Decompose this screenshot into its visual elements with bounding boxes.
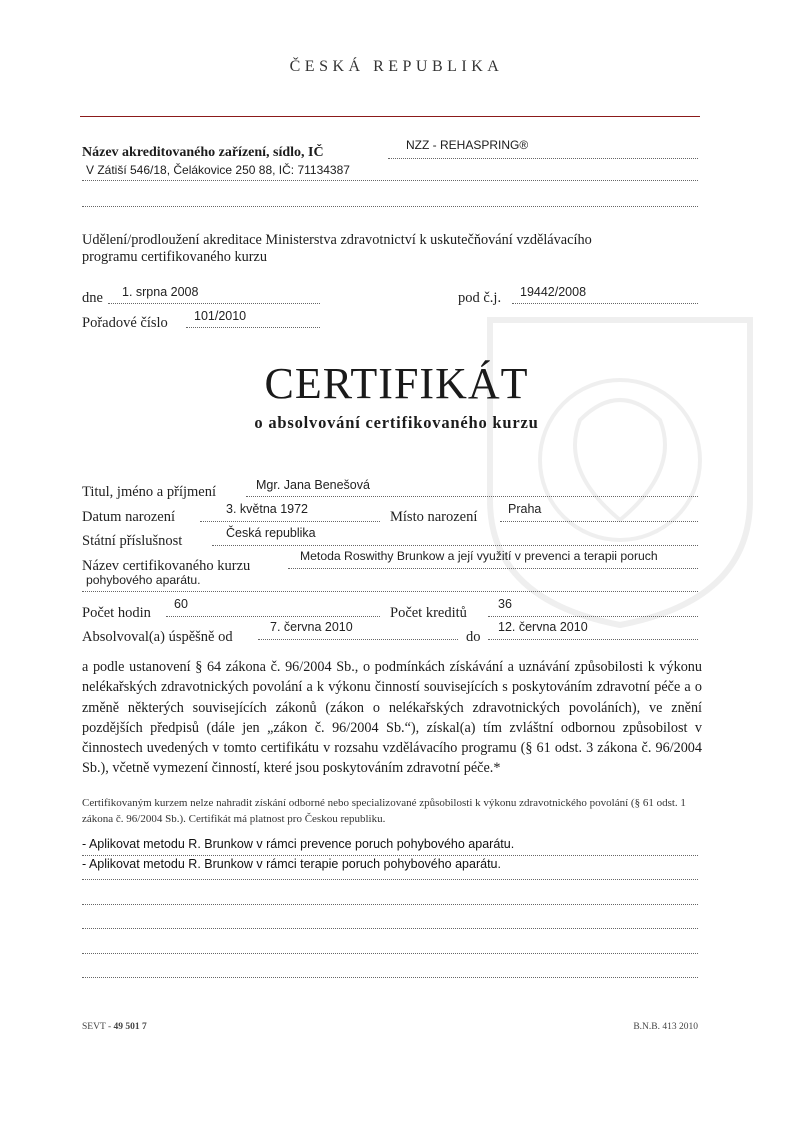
nationality-line <box>212 545 698 546</box>
birthplace-value: Praha <box>508 502 542 516</box>
facility-label: Název akreditovaného zařízení, sídlo, IČ <box>82 145 324 160</box>
facility-address-line <box>82 180 698 181</box>
order-number-value: 101/2010 <box>194 309 247 323</box>
activity-line-5 <box>82 953 698 954</box>
activity-line-2 <box>82 879 698 880</box>
footer-left-code: 49 501 7 <box>113 1022 147 1032</box>
completed-to-value: 12. června 2010 <box>498 620 588 634</box>
activity-line-3 <box>82 904 698 905</box>
accreditation-ref-line <box>512 303 698 304</box>
facility-name-line <box>388 158 698 159</box>
activity-item-1: - Aplikovat metodu R. Brunkow v rámci prevence poruch pohybového aparátu. <box>82 837 515 851</box>
birth-date-label: Datum narození <box>82 509 176 525</box>
hours-label: Počet hodin <box>82 605 151 621</box>
birth-date-value: 3. května 1972 <box>226 502 309 516</box>
accreditation-date-line <box>108 303 320 304</box>
course-name-label: Název certifikovaného kurzu <box>82 558 251 574</box>
activity-item-2: - Aplikovat metodu R. Brunkow v rámci terapie poruch pohybového aparátu. <box>82 857 501 871</box>
birthplace-label: Místo narození <box>390 509 478 525</box>
completed-from-value: 7. června 2010 <box>270 620 353 634</box>
accreditation-ref-value: 19442/2008 <box>520 285 587 299</box>
activity-line-6 <box>82 977 698 978</box>
certificate-title: CERTIFIKÁT <box>264 359 529 408</box>
accreditation-text-line1: Udělení/prodloužení akreditace Ministerstva zdravotnictví k uskutečňování vzdělávacího <box>82 232 592 248</box>
activity-line-1 <box>82 855 698 856</box>
facility-address: V Zátiší 546/18, Čelákovice 250 88, IČ: 71134387 <box>86 163 350 177</box>
accreditation-date-label: dne <box>82 290 103 306</box>
course-name-line1 <box>288 568 698 569</box>
facility-extra-line <box>82 206 698 207</box>
header-divider <box>80 116 700 117</box>
completed-to-line <box>488 639 698 640</box>
activity-line-4 <box>82 928 698 929</box>
person-name-label: Titul, jméno a příjmení <box>82 484 216 500</box>
nationality-label: Státní příslušnost <box>82 533 183 549</box>
order-number-label: Pořadové číslo <box>82 315 168 331</box>
emblem-watermark-icon <box>470 300 770 630</box>
credits-line <box>488 616 698 617</box>
accreditation-date-value: 1. srpna 2008 <box>122 285 199 299</box>
birthplace-line <box>500 521 698 522</box>
country-heading: ČESKÁ REPUBLIKA <box>289 58 504 75</box>
certificate-subtitle: o absolvování certifikovaného kurzu <box>254 413 539 432</box>
course-name-value-line1: Metoda Roswithy Brunkow a její využití v prevenci a terapii poruch <box>300 549 658 563</box>
accreditation-ref-label: pod č.j. <box>458 290 502 306</box>
course-name-value-line2: pohybového aparátu. <box>86 573 201 587</box>
order-number-line <box>186 327 320 328</box>
legal-note: Certifikovaným kurzem nelze nahradit získání odborné nebo specializované způsobilosti k výkonu zdravotnického povolání (§ 61 odst. 1 zákona č. 96/2004 Sb.). Certifikát má platnost pro Českou republiku. <box>82 797 686 825</box>
footer-right: B.N.B. 413 2010 <box>633 1022 698 1032</box>
person-name-line <box>246 496 698 497</box>
legal-paragraph: a podle ustanovení § 64 zákona č. 96/2004 Sb., o podmínkách získávání a uznávání způsobilosti k výkonu nelékařských zdravotnických povolání a k výkonu činností souvisejících s poskytováním zdravotní péče a o změně některých souvisejících zákonů (zákon o nelékařských zdravotnických povoláních), ve znění pozdějších předpisů (dále jen „zákon č. 96/2004 Sb.“), získal(a) tím zvláštní odbornou způsobilost v činnostech uvedených v tomto certifikátu v rozsahu vzdělávacího programu (§ 61 odst. 3 zákona č. 96/2004 Sb.), včetně vymezení činností, které jsou poskytováním zdravotní péče.* <box>82 659 702 777</box>
hours-value: 60 <box>174 597 188 611</box>
credits-label: Počet kreditů <box>390 605 467 621</box>
footer-left <box>82 1022 147 1032</box>
completed-to-label: do <box>466 629 481 645</box>
person-name-value: Mgr. Jana Benešová <box>256 478 370 492</box>
nationality-value: Česká republika <box>226 526 316 540</box>
facility-name: NZZ - REHASPRING® <box>406 138 529 152</box>
course-name-line2 <box>82 591 698 592</box>
completed-from-line <box>258 639 458 640</box>
birth-date-line <box>200 521 380 522</box>
accreditation-text-line2: programu certifikovaného kurzu <box>82 249 267 265</box>
credits-value: 36 <box>498 597 512 611</box>
hours-line <box>166 616 380 617</box>
footer-left-prefix: SEVT - <box>82 1022 114 1032</box>
completed-label: Absolvoval(a) úspěšně od <box>82 629 233 645</box>
